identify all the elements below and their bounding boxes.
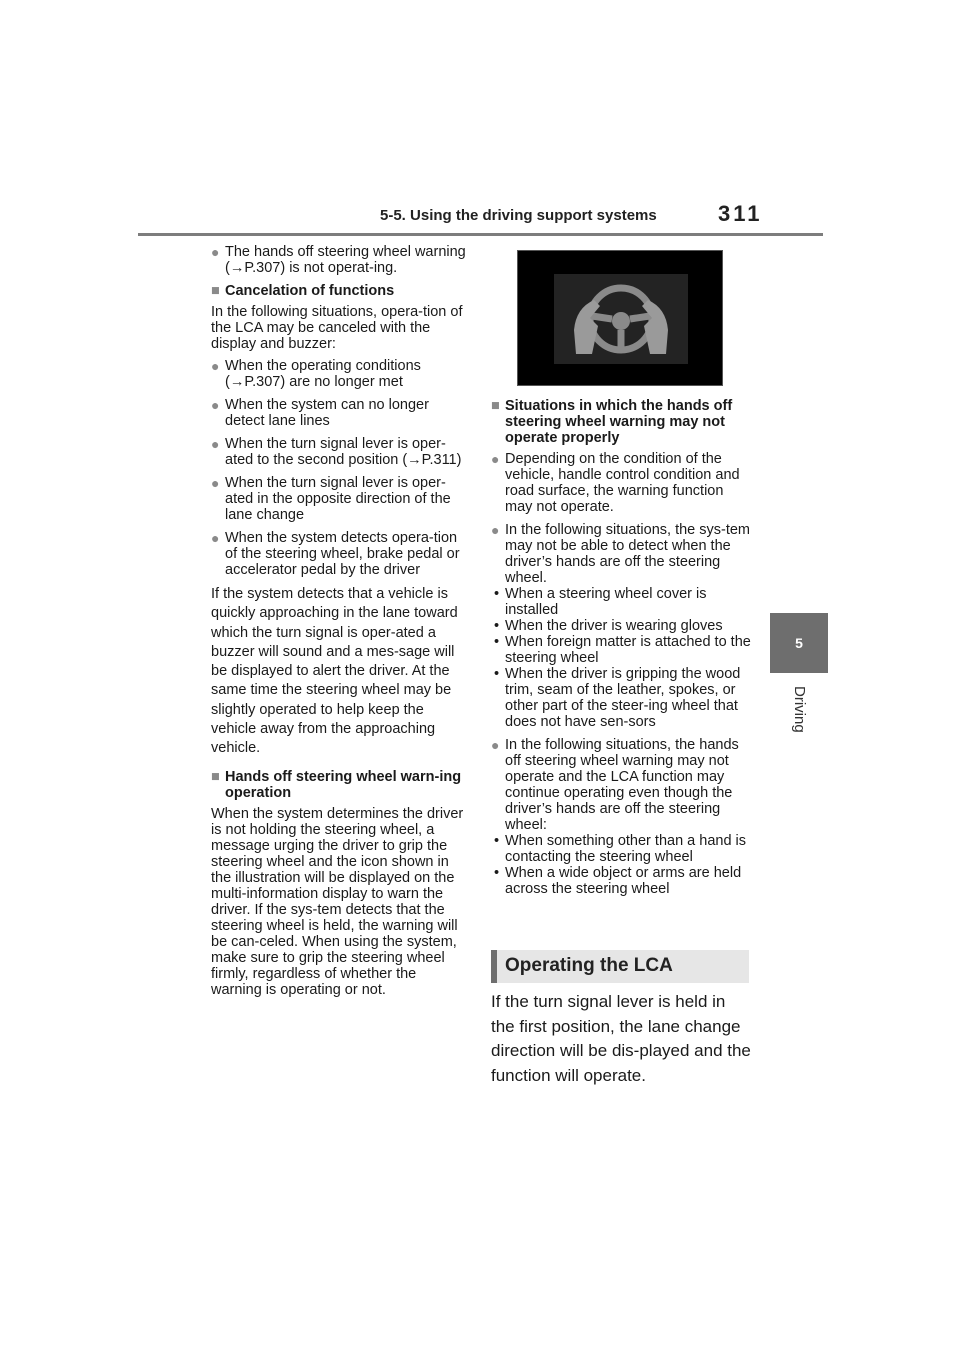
list-item: ● When the system can no longer detect lane lines — [211, 397, 429, 429]
subheading: ■ Hands off steering wheel warn-ing operation — [211, 768, 462, 801]
list-item: ● When the operating conditions (→P.307) are no longer met — [211, 358, 421, 390]
list-item: ● When the system detects opera-tion of the steering wheel, brake pedal or accelerator pedal by the driver — [211, 530, 460, 578]
banner-accent — [491, 950, 497, 983]
list-item: ● In the following situations, the hands off steering wheel warning may not operate and the LCA function may continue operating even though the driver’s hands are off the steering wheel: — [491, 737, 739, 833]
steering-wheel-warning-figure — [517, 250, 723, 386]
sub-list-item: • When foreign matter is attached to the steering wheel — [494, 634, 751, 666]
list-item: ● In the following situations, the sys-tem may not be able to detect when the driver’s hands are off the steering wheel. — [491, 522, 751, 586]
sub-list-item: • When the driver is gripping the wood trim, seam of the leather, spokes, or other part of the steer-ing wheel that does not have sen-sors — [494, 666, 741, 730]
header-section-title: 5-5. Using the driving support systems — [380, 207, 657, 224]
right-column — [491, 392, 753, 904]
section-title: Operating the LCA — [505, 955, 673, 976]
paragraph: If the system detects that a vehicle is quickly approaching in the lane toward which the turn signal is oper-ated a buzzer will sound and a mes-sage will be displayed to alert the driver. At the same time the steering wheel may be slightly operated to help keep the vehicle away from the approaching vehicle. — [211, 586, 458, 757]
chapter-tab: 5 — [770, 613, 828, 673]
sub-list-item: • When something other than a hand is contacting the steering wheel — [494, 833, 747, 865]
page-number: 311 — [718, 201, 763, 226]
list-item: ● When the turn signal lever is oper-ated in the opposite direction of the lane change — [211, 475, 451, 523]
chapter-label: Driving — [791, 686, 808, 733]
section-banner — [491, 950, 749, 983]
sub-list — [491, 586, 753, 730]
sub-list-item: • When the driver is wearing gloves — [494, 618, 723, 634]
display-panel — [554, 274, 688, 364]
section-intro: If the turn signal lever is held in the first position, the lane change direction will be dis-played and the function will operate. — [491, 992, 751, 1085]
left-column — [211, 244, 471, 1004]
sub-list — [491, 833, 753, 897]
subheading: ■ Situations in which the hands off steering wheel warning may not operate properly — [491, 398, 733, 446]
paragraph: In the following situations, opera-tion of the LCA may be canceled with the display and buzzer: — [211, 304, 463, 352]
sub-list-item: • When a steering wheel cover is installed — [494, 586, 707, 618]
paragraph: When the system determines the driver is not holding the steering wheel, a message urging the driver to grip the steering wheel and the icon shown in the illustration will be displayed on the multi-information display to warn the driver. If the sys-tem detects that the steering wheel is held, the warning will be can-celed. When using the system, make sure to grip the steering wheel firmly, regardless of whether the warning is operating or not. — [211, 805, 464, 998]
sub-list-item: • When a wide object or arms are held across the steering wheel — [494, 865, 742, 897]
list-item: ● Depending on the condition of the vehicle, handle control condition and road surface, the warning function may not operate. — [491, 451, 740, 515]
list-item: ● The hands off steering wheel warning (→P.307) is not operat-ing. — [211, 244, 466, 276]
subheading: ■ Cancelation of functions — [211, 283, 395, 299]
hands-on-steering-wheel-icon — [554, 274, 688, 364]
header-divider — [138, 233, 823, 236]
list-item: ● When the turn signal lever is oper-ated to the second position (→P.311) — [211, 436, 462, 468]
